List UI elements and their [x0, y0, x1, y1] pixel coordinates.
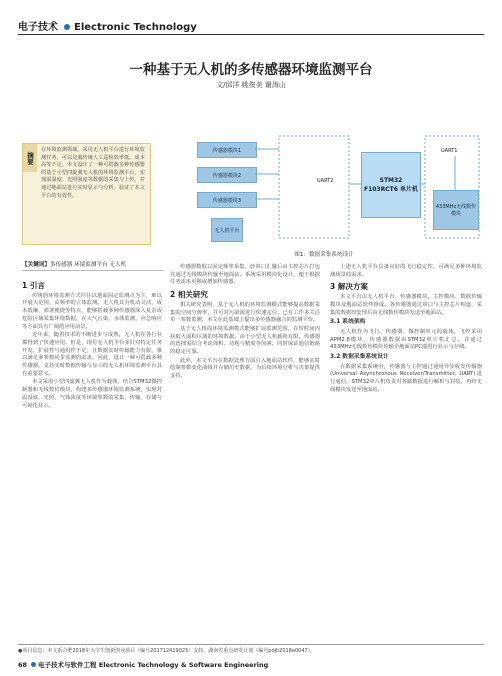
keywords	[22, 260, 164, 268]
section-related-title: 2 相关研究	[170, 290, 208, 300]
mcu-box: STM32 F103RCT6 单片机	[361, 152, 421, 218]
body-paragraph-4: 此外，本文平台在数据处理方面引入地面站软件，能够实时绘制参数变化曲线并存储历史数据，为后续环境分析与决策提供支持。	[170, 357, 320, 380]
keywords-rule	[22, 270, 164, 271]
system-diagram	[167, 130, 481, 246]
abstract-tag: 摘要	[23, 144, 37, 172]
uav-platform-box: 无人机平台	[211, 218, 243, 242]
article-title: 一种基于无人机的多传感器环境监测平台	[129, 62, 373, 78]
sensor-module-2: 传感器模块2	[197, 167, 257, 183]
subsection-3-1-title: 3.1 系统架构	[330, 319, 366, 326]
page-number: 68	[18, 661, 28, 669]
body-paragraph-1: 传感器数据以固定频率采集，经串口汇聚后由主控芯片打包并通过无线模块传输至地面站。系统采用模块化设计，便于根据任务需求更换或增加传感器。	[170, 264, 320, 286]
column-1	[22, 278, 162, 411]
body-paragraph-2: 相关研究表明，基于无人机的环境监测模式能够提高数据采集的空间分辨率，并可对污染源进行快速定位。已有工作多关注单一参数监测，本文在此基础上提出多传感器融合的监测平台。	[170, 301, 320, 324]
intro-paragraph-3: 本文采用小型四旋翼无人机作为载体，结合STM32微控制器和无线数传模块，构建多传感器环境监测系统，实现对温湿度、光照、气体浓度等环境参数的采集、传输、存储与可视化显示。	[22, 379, 162, 409]
section-solution-title: 3 解决方案	[330, 282, 368, 292]
body-paragraph-8: 在数据采集系统中，传感器与主控通过通用异步收发传输器(Universal Asynchronous Receiver/Transmitter, UART)进行通信，STM32单片机负责对各路数据进行解析与封装，再经无线模块发送至地面站。	[330, 363, 482, 393]
page-footer	[18, 660, 268, 669]
diagram-connectors	[167, 130, 481, 246]
journal-name-cn: 电子技术	[18, 22, 58, 33]
radio-module-box: 433MHz无线数传模块	[433, 190, 479, 230]
journal-name-en: Electronic Technology	[74, 22, 197, 33]
bullet-icon	[31, 662, 36, 667]
figure-caption: 图1：数据采集系统设计	[294, 252, 354, 258]
bullet-icon	[64, 24, 70, 30]
abstract-text: 在环境监测领域，采用无人机平台进行环境监测任务，可以克服传统人工巡检效率低、成本高等不足。本文设计了一种可搭载多种传感器的基于小型四旋翼无人机的环境监测平台，实现温湿度、光照强度等数据的采集与上传，并通过地面站进行实时显示与分析，验证了本文平台的有效性。	[41, 147, 145, 199]
body-paragraph-6: 本文平台由无人机平台、传感器模块、主控模块、数据传输模块及地面站软件组成。各传感器通过串口与主控芯片相连，采集的数据经处理后由无线数传模块发送至地面站。	[330, 294, 482, 316]
keywords-text: 多传感器 环境监测平台 无人机	[49, 262, 127, 268]
body-paragraph-3: 基于无人机的环境监测模式能够扩展监测范围，在短时间内获取大面积区域的环境数据。由于小型无人机载荷有限，传感器的选择需综合考虑体积、功耗与精度等因素，同时保证通信链路的稳定可靠。	[170, 325, 320, 356]
journal-header	[18, 18, 197, 33]
keywords-label: 【关键词】	[22, 262, 50, 268]
sensor-module-3: 传感器模块3	[197, 192, 257, 208]
article-authors: 文/邱洋 姚俊美 谢涛山	[216, 81, 286, 89]
column-3	[330, 264, 482, 396]
journal-footer-name: 电子技术与软件工程 Electronic Technology & Software Engineering	[38, 661, 269, 669]
uart1-label: UART1	[441, 148, 458, 154]
column-2	[170, 264, 320, 382]
sensor-module-1: 传感器模块1	[197, 142, 257, 158]
body-paragraph-5: 上述无人机平台具备良好的飞行稳定性，可满足多种环境监测场景的需求。	[330, 264, 482, 278]
section-intro-title: 1 引言	[22, 281, 45, 290]
subsection-3-2-title: 3.2 数据采集系统设计	[330, 354, 389, 361]
intro-paragraph-2: 近年来，随着技术的不断进步与成熟，无人机在各行业都得到了快速应用。但是，现有无人机平台多针对特定任务开发，扩展性与通用性不足，且数据实时传输能力有限，难以满足多参数同步监测的需求。因此，设计一种可搭载多种传感器、支持实时数据传输与显示的无人机环境监测平台具有重要意义。	[22, 332, 162, 377]
footer-rule	[18, 644, 484, 645]
funding-note: ●项目信息：本文系合肥2018年大学生创新创业项目（编号201712419025）支持，湖南省重点研发计划（编号pdjh2018a0047）。	[18, 648, 316, 654]
header-rule	[18, 34, 484, 35]
intro-paragraph-1: 传统的环境监测方式往往以地面固定监测点为主，难以开展大范围、高频率的立体监测。无人机具有机动灵活、成本低廉、部署便捷等特点，能够搭载多种传感器深入复杂或危险区域采集环境数据，在大气污染、水体监测、应急响应等方面具有广阔的应用前景。	[22, 292, 162, 330]
body-paragraph-7: 无人机作为飞行、传感器、微控制单元的载体，飞控采用APM2.8模块，传感器数据由STM32单片机汇总，并通过433MHz无线数传模块传输至地面站PC端进行显示与存储。	[330, 328, 482, 351]
abstract-box	[22, 143, 151, 245]
uart2-label: UART2	[317, 178, 334, 184]
